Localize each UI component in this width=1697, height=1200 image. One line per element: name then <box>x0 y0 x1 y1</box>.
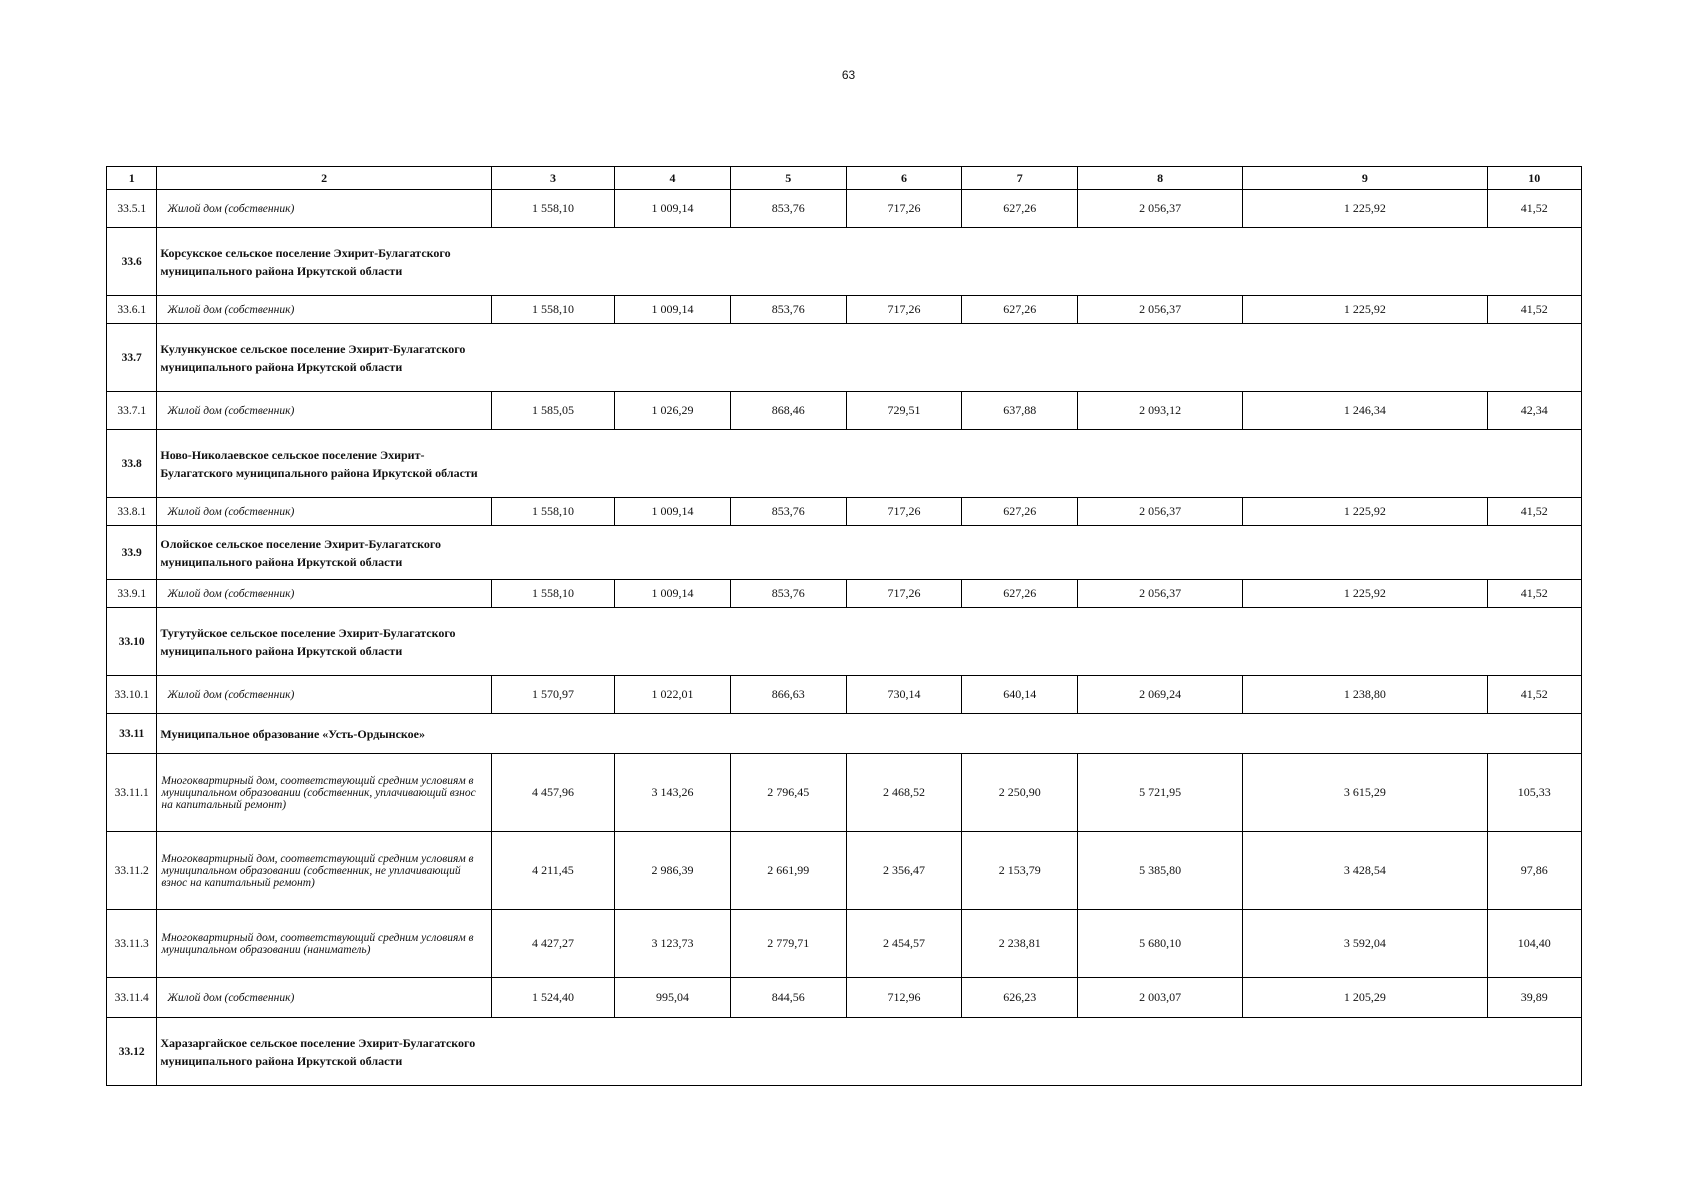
table-row <box>107 580 1582 608</box>
row-label: Жилой дом (собственник) <box>157 296 491 324</box>
group-code: 33.8 <box>107 430 157 498</box>
group-filler <box>491 1018 1581 1086</box>
group-row <box>107 324 1582 392</box>
row-code: 33.11.1 <box>107 754 157 832</box>
value-cell: 1 246,34 <box>1243 392 1487 430</box>
value-cell: 717,26 <box>846 580 962 608</box>
group-code: 33.9 <box>107 526 157 580</box>
value-cell: 1 022,01 <box>615 676 731 714</box>
value-cell: 2 779,71 <box>730 910 846 978</box>
value-cell: 1 558,10 <box>491 190 614 228</box>
value-cell: 41,52 <box>1487 498 1581 526</box>
value-cell: 627,26 <box>962 190 1078 228</box>
group-name: Кулункунское сельское поселение Эхирит-Булагатского муниципального района Иркутской области <box>157 324 491 392</box>
value-cell: 1 225,92 <box>1243 580 1487 608</box>
group-filler <box>491 430 1581 498</box>
value-cell: 1 009,14 <box>615 498 731 526</box>
value-cell: 2 056,37 <box>1078 190 1243 228</box>
value-cell: 1 009,14 <box>615 580 731 608</box>
row-code: 33.7.1 <box>107 392 157 430</box>
group-row <box>107 1018 1582 1086</box>
value-cell: 3 592,04 <box>1243 910 1487 978</box>
group-filler <box>491 714 1581 754</box>
value-cell: 105,33 <box>1487 754 1581 832</box>
col-header-7: 7 <box>962 167 1078 190</box>
value-cell: 41,52 <box>1487 190 1581 228</box>
value-cell: 97,86 <box>1487 832 1581 910</box>
row-code: 33.11.2 <box>107 832 157 910</box>
value-cell: 2 468,52 <box>846 754 962 832</box>
value-cell: 866,63 <box>730 676 846 714</box>
group-row <box>107 714 1582 754</box>
row-label: Жилой дом (собственник) <box>157 498 491 526</box>
value-cell: 1 205,29 <box>1243 978 1487 1018</box>
row-code: 33.10.1 <box>107 676 157 714</box>
row-label: Многоквартирный дом, соответствующий средним условиям в муниципальном образовании (наниматель) <box>157 910 491 978</box>
col-header-5: 5 <box>730 167 846 190</box>
row-code: 33.8.1 <box>107 498 157 526</box>
value-cell: 2 056,37 <box>1078 296 1243 324</box>
row-code: 33.5.1 <box>107 190 157 228</box>
row-label: Многоквартирный дом, соответствующий средним условиям в муниципальном образовании (собственник, уплачивающий взнос на капитальный ремонт) <box>157 754 491 832</box>
value-cell: 2 986,39 <box>615 832 731 910</box>
value-cell: 853,76 <box>730 296 846 324</box>
value-cell: 2 661,99 <box>730 832 846 910</box>
row-code: 33.6.1 <box>107 296 157 324</box>
value-cell: 637,88 <box>962 392 1078 430</box>
value-cell: 627,26 <box>962 580 1078 608</box>
group-code: 33.10 <box>107 608 157 676</box>
value-cell: 2 454,57 <box>846 910 962 978</box>
value-cell: 1 026,29 <box>615 392 731 430</box>
value-cell: 1 009,14 <box>615 190 731 228</box>
value-cell: 868,46 <box>730 392 846 430</box>
value-cell: 41,52 <box>1487 580 1581 608</box>
value-cell: 4 427,27 <box>491 910 614 978</box>
value-cell: 2 093,12 <box>1078 392 1243 430</box>
value-cell: 627,26 <box>962 296 1078 324</box>
value-cell: 729,51 <box>846 392 962 430</box>
row-code: 33.9.1 <box>107 580 157 608</box>
value-cell: 2 056,37 <box>1078 580 1243 608</box>
value-cell: 626,23 <box>962 978 1078 1018</box>
value-cell: 2 250,90 <box>962 754 1078 832</box>
col-header-8: 8 <box>1078 167 1243 190</box>
value-cell: 2 153,79 <box>962 832 1078 910</box>
value-cell: 853,76 <box>730 498 846 526</box>
group-name: Муниципальное образование «Усть-Ордынское» <box>157 714 491 754</box>
value-cell: 2 238,81 <box>962 910 1078 978</box>
row-label: Жилой дом (собственник) <box>157 190 491 228</box>
table-row <box>107 910 1582 978</box>
tariff-table <box>106 166 1582 1086</box>
value-cell: 5 721,95 <box>1078 754 1243 832</box>
value-cell: 730,14 <box>846 676 962 714</box>
value-cell: 1 570,97 <box>491 676 614 714</box>
header-row <box>107 167 1582 190</box>
group-name: Ново-Николаевское сельское поселение Эхирит-Булагатского муниципального района Иркутской области <box>157 430 491 498</box>
value-cell: 627,26 <box>962 498 1078 526</box>
value-cell: 2 069,24 <box>1078 676 1243 714</box>
value-cell: 41,52 <box>1487 296 1581 324</box>
row-label: Жилой дом (собственник) <box>157 676 491 714</box>
value-cell: 42,34 <box>1487 392 1581 430</box>
value-cell: 4 211,45 <box>491 832 614 910</box>
value-cell: 844,56 <box>730 978 846 1018</box>
value-cell: 1 585,05 <box>491 392 614 430</box>
value-cell: 3 428,54 <box>1243 832 1487 910</box>
col-header-9: 9 <box>1243 167 1487 190</box>
value-cell: 4 457,96 <box>491 754 614 832</box>
value-cell: 1 225,92 <box>1243 296 1487 324</box>
group-filler <box>491 608 1581 676</box>
value-cell: 39,89 <box>1487 978 1581 1018</box>
value-cell: 2 356,47 <box>846 832 962 910</box>
value-cell: 995,04 <box>615 978 731 1018</box>
value-cell: 3 123,73 <box>615 910 731 978</box>
table-row <box>107 978 1582 1018</box>
row-label: Жилой дом (собственник) <box>157 580 491 608</box>
value-cell: 5 385,80 <box>1078 832 1243 910</box>
group-name: Харазаргайское сельское поселение Эхирит-Булагатского муниципального района Иркутской области <box>157 1018 491 1086</box>
value-cell: 853,76 <box>730 190 846 228</box>
value-cell: 1 524,40 <box>491 978 614 1018</box>
group-name: Олойское сельское поселение Эхирит-Булагатского муниципального района Иркутской области <box>157 526 491 580</box>
value-cell: 717,26 <box>846 296 962 324</box>
value-cell: 1 009,14 <box>615 296 731 324</box>
group-row <box>107 526 1582 580</box>
group-filler <box>491 526 1581 580</box>
group-name: Тугутуйское сельское поселение Эхирит-Булагатского муниципального района Иркутской области <box>157 608 491 676</box>
group-code: 33.7 <box>107 324 157 392</box>
value-cell: 1 225,92 <box>1243 498 1487 526</box>
col-header-6: 6 <box>846 167 962 190</box>
value-cell: 41,52 <box>1487 676 1581 714</box>
row-code: 33.11.4 <box>107 978 157 1018</box>
value-cell: 853,76 <box>730 580 846 608</box>
table-row <box>107 676 1582 714</box>
value-cell: 2 796,45 <box>730 754 846 832</box>
row-label: Многоквартирный дом, соответствующий средним условиям в муниципальном образовании (собственник, не уплачивающий взнос на капитальный ремонт) <box>157 832 491 910</box>
table-row <box>107 498 1582 526</box>
group-filler <box>491 324 1581 392</box>
value-cell: 1 558,10 <box>491 296 614 324</box>
value-cell: 104,40 <box>1487 910 1581 978</box>
group-code: 33.12 <box>107 1018 157 1086</box>
group-row <box>107 608 1582 676</box>
group-filler <box>491 228 1581 296</box>
value-cell: 3 143,26 <box>615 754 731 832</box>
table-row <box>107 296 1582 324</box>
value-cell: 640,14 <box>962 676 1078 714</box>
value-cell: 712,96 <box>846 978 962 1018</box>
value-cell: 2 003,07 <box>1078 978 1243 1018</box>
table-row <box>107 832 1582 910</box>
col-header-4: 4 <box>615 167 731 190</box>
group-row <box>107 228 1582 296</box>
col-header-3: 3 <box>491 167 614 190</box>
value-cell: 1 225,92 <box>1243 190 1487 228</box>
row-label: Жилой дом (собственник) <box>157 978 491 1018</box>
value-cell: 717,26 <box>846 498 962 526</box>
group-name: Корсукское сельское поселение Эхирит-Булагатского муниципального района Иркутской области <box>157 228 491 296</box>
value-cell: 3 615,29 <box>1243 754 1487 832</box>
table-row <box>107 392 1582 430</box>
row-code: 33.11.3 <box>107 910 157 978</box>
page-number: 63 <box>841 68 856 82</box>
row-label: Жилой дом (собственник) <box>157 392 491 430</box>
value-cell: 1 558,10 <box>491 580 614 608</box>
col-header-2: 2 <box>157 167 491 190</box>
value-cell: 1 238,80 <box>1243 676 1487 714</box>
col-header-1: 1 <box>107 167 157 190</box>
value-cell: 2 056,37 <box>1078 498 1243 526</box>
col-header-10: 10 <box>1487 167 1581 190</box>
group-code: 33.6 <box>107 228 157 296</box>
table-row <box>107 754 1582 832</box>
value-cell: 5 680,10 <box>1078 910 1243 978</box>
group-code: 33.11 <box>107 714 157 754</box>
group-row <box>107 430 1582 498</box>
value-cell: 717,26 <box>846 190 962 228</box>
value-cell: 1 558,10 <box>491 498 614 526</box>
table-row <box>107 190 1582 228</box>
